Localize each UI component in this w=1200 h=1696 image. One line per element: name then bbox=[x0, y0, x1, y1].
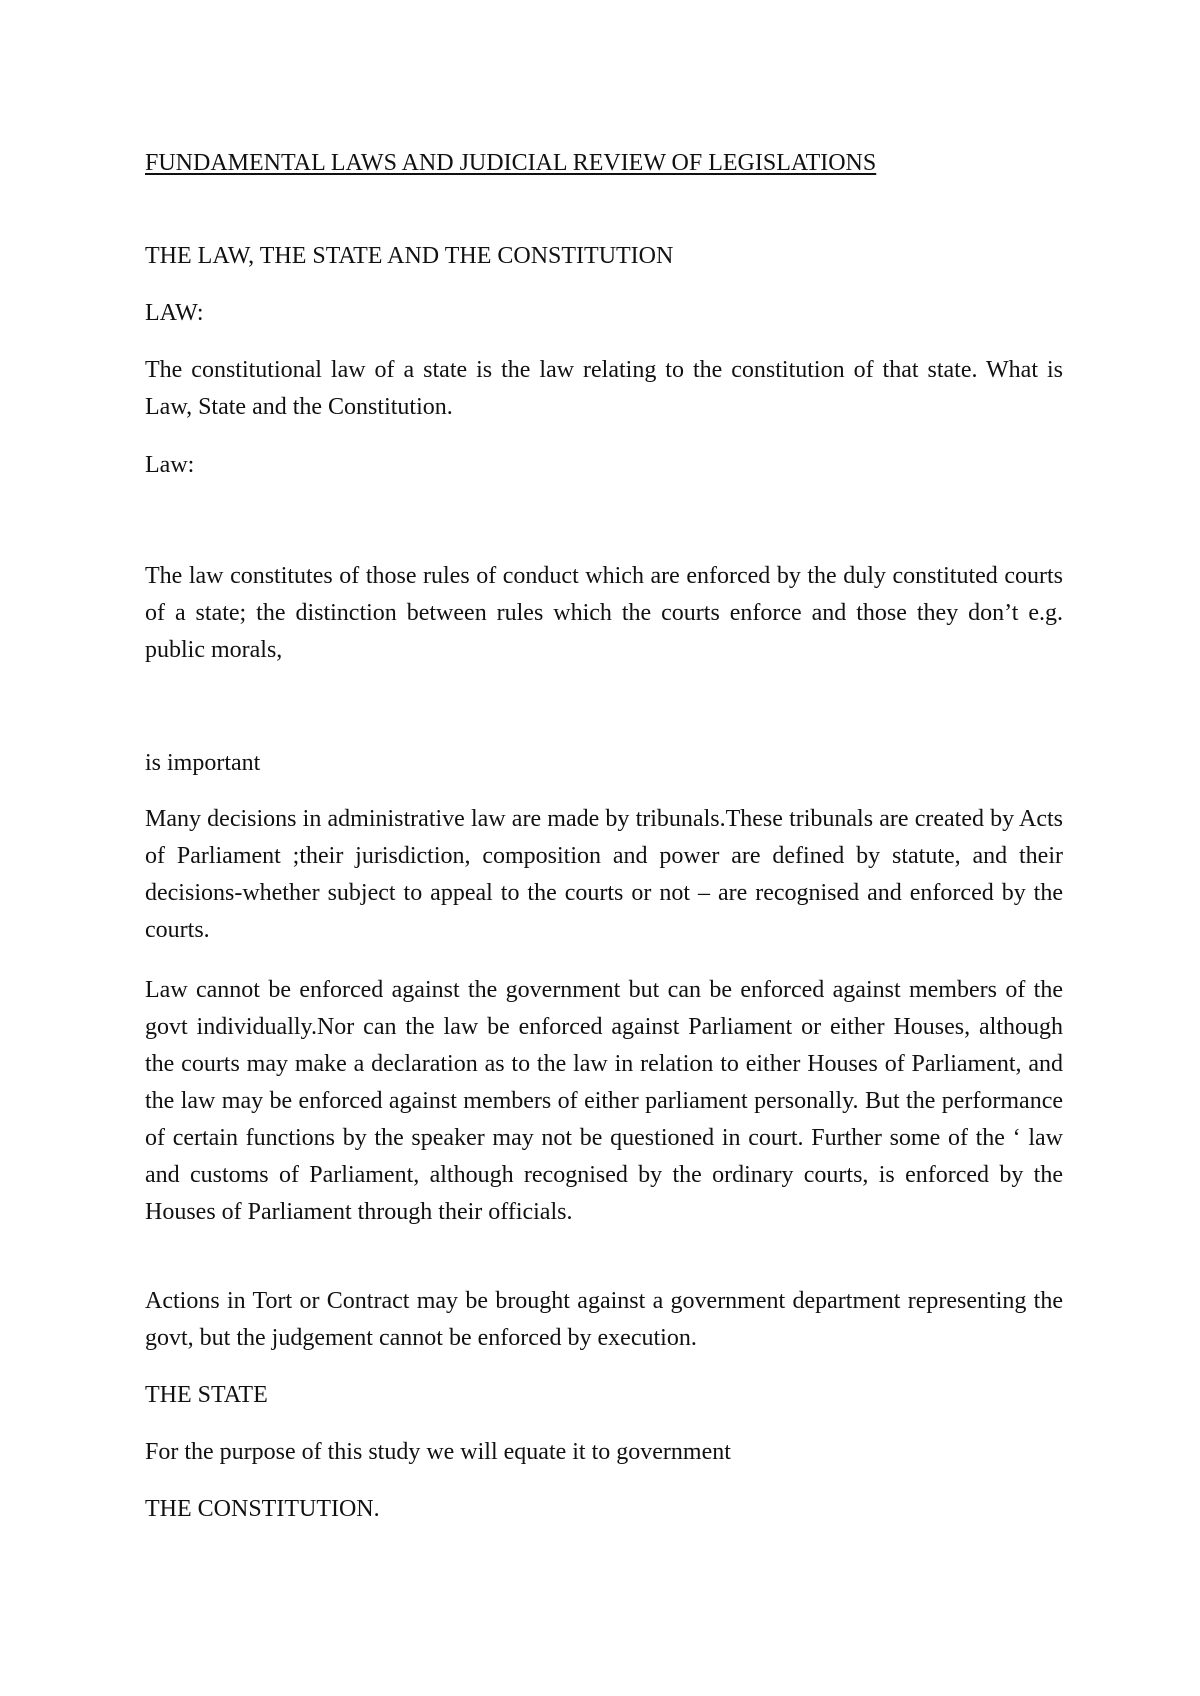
paragraph-tribunals: Many decisions in administrative law are made by tribunals.These tribunals are created by Acts of Parliament ;their jurisdiction, composition and power are defined by statute, and their decisions-whether subject to appeal to the courts or not – are recognised and enforced by the courts. bbox=[145, 806, 1063, 943]
section-heading-law-state-constitution: THE LAW, THE STATE AND THE CONSTITUTION bbox=[145, 243, 674, 269]
document-title: FUNDAMENTAL LAWS AND JUDICIAL REVIEW OF LEGISLATIONS bbox=[145, 150, 877, 176]
paragraph-tort-contract: Actions in Tort or Contract may be brought against a government department representing the govt, but the judgement cannot be enforced by execution. bbox=[145, 1288, 1063, 1351]
paragraph-law-constitutes: The law constitutes of those rules of conduct which are enforced by the duly constituted courts of a state; the distinction between rules which the courts enforce and those they don’t e.g. public morals, bbox=[145, 563, 1063, 663]
paragraph-constitutional-law: The constitutional law of a state is the law relating to the constitution of that state. What is Law, State and the Constitution. bbox=[145, 357, 1063, 420]
section-heading-state: THE STATE bbox=[145, 1382, 268, 1408]
paragraph-enforcement: Law cannot be enforced against the government but can be enforced against members of the govt individually.Nor can the law be enforced against Parliament or either Houses, although the courts may make a declaration as to the law in relation to either Houses of Parliament, and the law may be enforced against members of either parliament personally. But the performance of certain functions by the speaker may not be questioned in court. Further some of the ‘ law and customs of Parliament, although recognised by the ordinary courts, is enforced by the Houses of Parliament through their officials. bbox=[145, 977, 1063, 1225]
section-heading-law-caps: LAW: bbox=[145, 300, 204, 326]
text-is-important: is important bbox=[145, 750, 261, 776]
paragraph-state: For the purpose of this study we will equate it to government bbox=[145, 1439, 731, 1465]
section-heading-law: Law: bbox=[145, 452, 195, 478]
section-heading-constitution: THE CONSTITUTION. bbox=[145, 1496, 380, 1522]
